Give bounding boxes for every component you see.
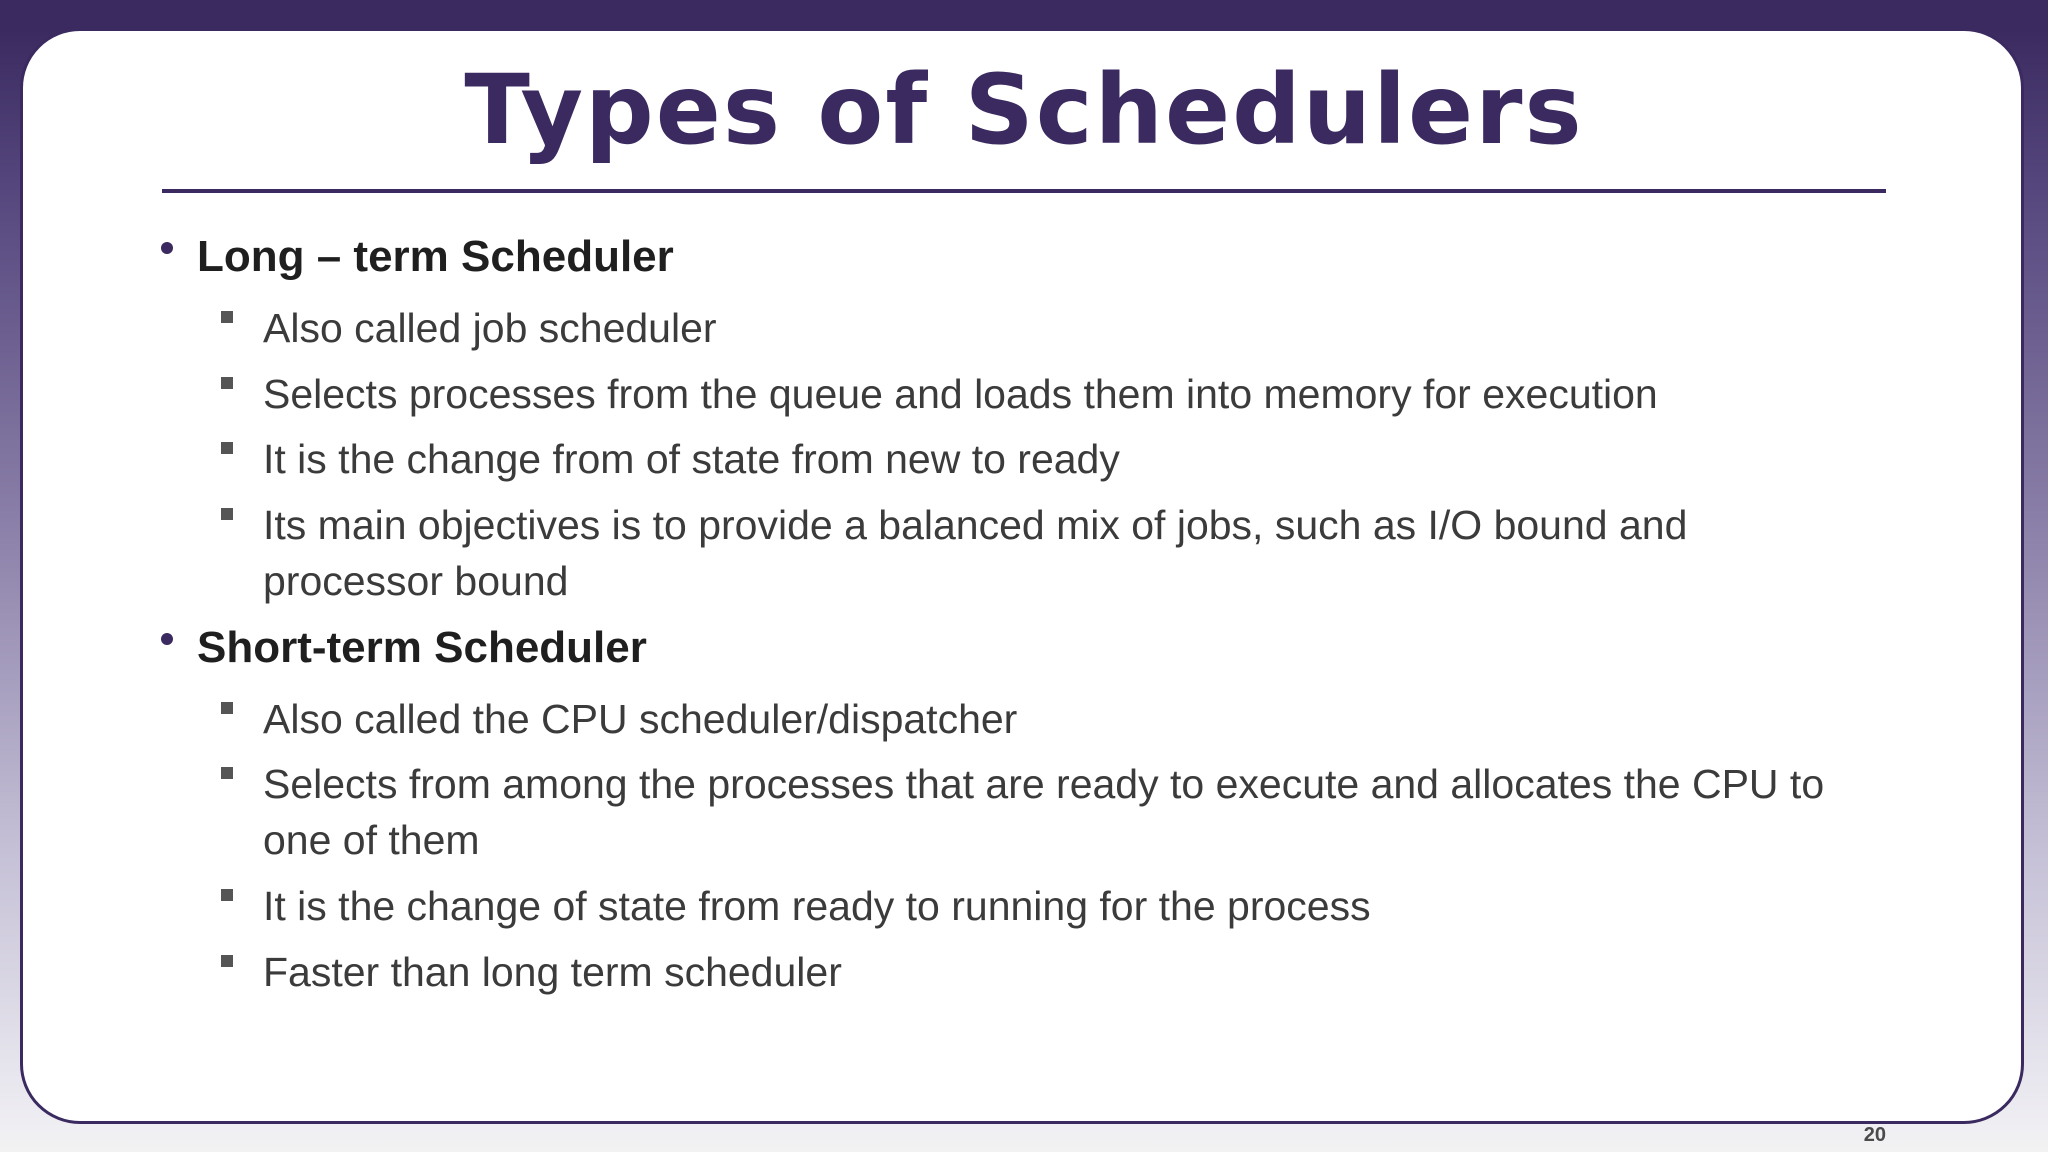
bullet-square-icon [221, 702, 233, 714]
list-item-continuation: one of them [263, 817, 480, 863]
bullet-square-icon [221, 508, 233, 520]
list-item: Faster than long term scheduler [263, 949, 842, 995]
list-item-continuation: processor bound [263, 558, 569, 604]
list-item: Selects processes from the queue and loads them into memory for execution [263, 371, 1658, 417]
bullet-square-icon [221, 311, 233, 323]
list-item: Also called the CPU scheduler/dispatcher [263, 696, 1018, 742]
bullet-dot-icon [161, 633, 173, 645]
bullet-square-icon [221, 767, 233, 779]
list-item: It is the change of state from ready to running for the process [263, 883, 1371, 929]
section-heading-short-term: Short-term Scheduler [197, 623, 647, 672]
bullet-square-icon [221, 377, 233, 389]
section-heading-long-term: Long – term Scheduler [197, 232, 674, 281]
bullet-square-icon [221, 442, 233, 454]
bullet-dot-icon [161, 242, 173, 254]
list-item: It is the change from of state from new to ready [263, 436, 1120, 482]
page-number: 20 [1863, 1124, 1886, 1146]
slide-title: Types of Schedulers [464, 54, 1584, 166]
list-item: Selects from among the processes that are ready to execute and allocates the CPU to [263, 761, 1825, 807]
bullet-square-icon [221, 955, 233, 967]
list-item: Its main objectives is to provide a balanced mix of jobs, such as I/O bound and [263, 502, 1688, 548]
bullet-square-icon [221, 889, 233, 901]
list-item: Also called job scheduler [263, 305, 717, 351]
